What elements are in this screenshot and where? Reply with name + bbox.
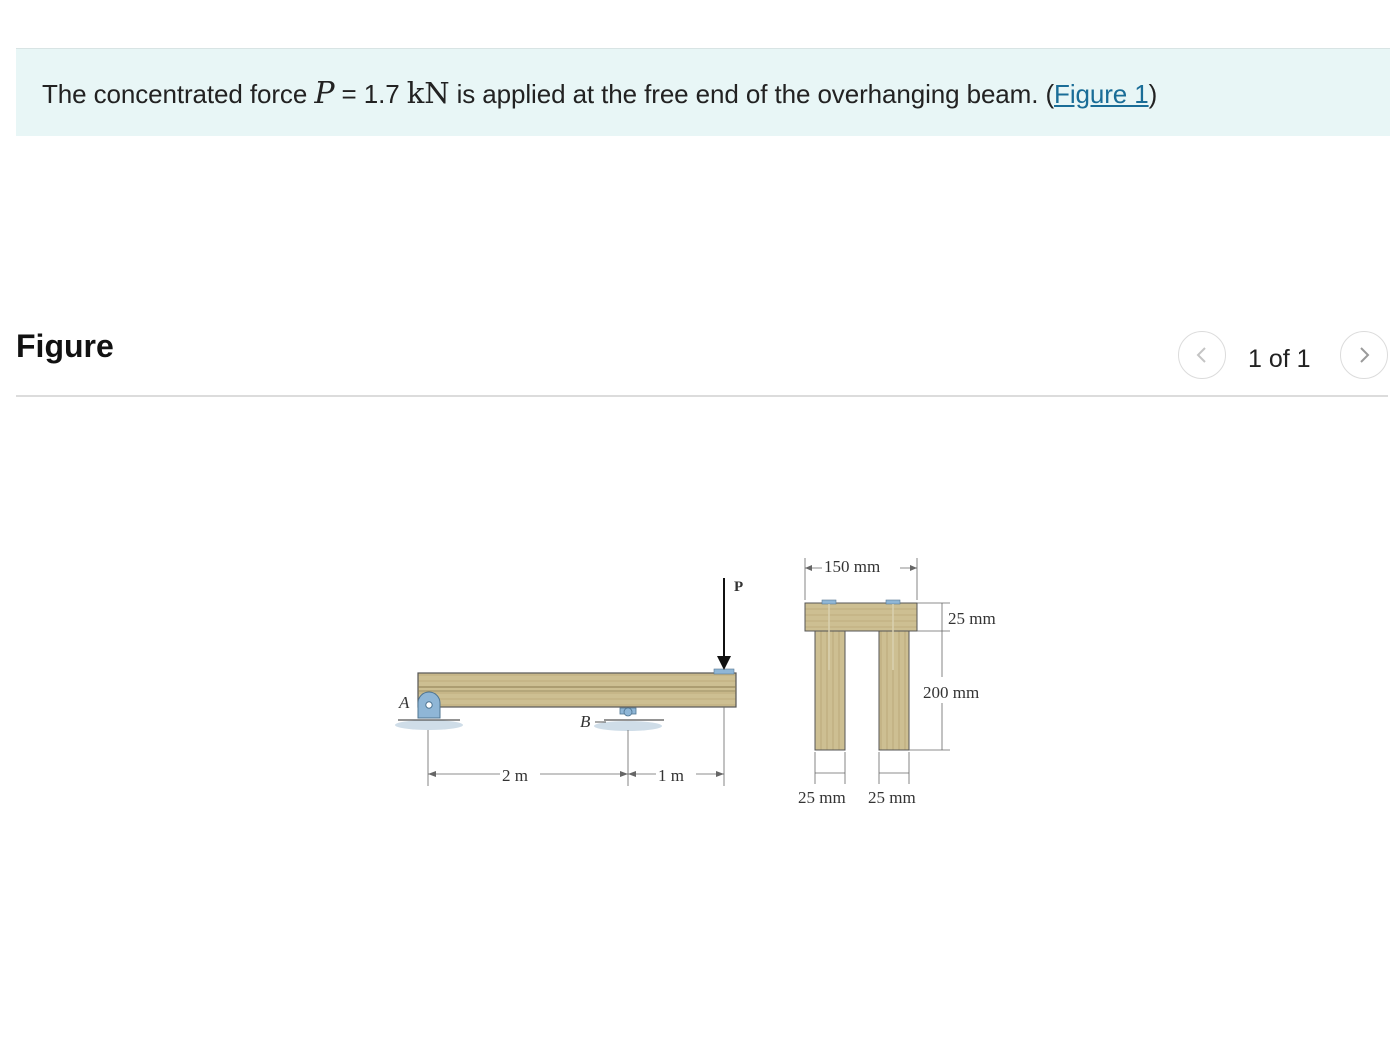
load-arrow — [717, 578, 731, 670]
web-thickness-right-label: 25 mm — [868, 788, 916, 807]
flange-thickness-label: 25 mm — [948, 609, 996, 628]
problem-statement-box — [16, 48, 1390, 136]
problem-close-paren: ) — [1148, 79, 1158, 109]
force-equals-value: = 1.7 — [334, 79, 407, 109]
beam-diagram — [380, 540, 1040, 830]
span-ab-label: 2 m — [502, 766, 528, 785]
section-divider — [16, 395, 1388, 397]
load-label: P — [734, 579, 744, 595]
force-symbol: P — [314, 76, 335, 111]
beam — [418, 669, 736, 707]
cross-section — [805, 600, 917, 750]
web-height-label: 200 mm — [923, 683, 980, 702]
figure-link[interactable]: Figure 1 — [1054, 79, 1149, 109]
chevron-left-icon — [1193, 346, 1211, 364]
overhang-label: 1 m — [658, 766, 684, 785]
top-width-label: 150 mm — [824, 557, 881, 576]
problem-prefix: The concentrated force — [42, 79, 315, 109]
figure-page-count: 1 of 1 — [1248, 345, 1311, 373]
problem-suffix: is applied at the free end of the overhanging beam. ( — [449, 79, 1055, 109]
support-b-label: B — [580, 712, 591, 731]
beam-figure — [380, 540, 1040, 830]
roller-support-b — [594, 708, 664, 731]
force-unit: kN — [406, 76, 450, 110]
previous-figure-button[interactable] — [1178, 331, 1226, 379]
next-figure-button[interactable] — [1340, 331, 1388, 379]
support-a-label: A — [399, 693, 410, 712]
figure-heading: Figure — [16, 328, 114, 364]
web-thickness-left-label: 25 mm — [798, 788, 846, 807]
figure-pager — [1178, 331, 1388, 383]
problem-statement — [42, 76, 1157, 111]
chevron-right-icon — [1355, 346, 1373, 364]
